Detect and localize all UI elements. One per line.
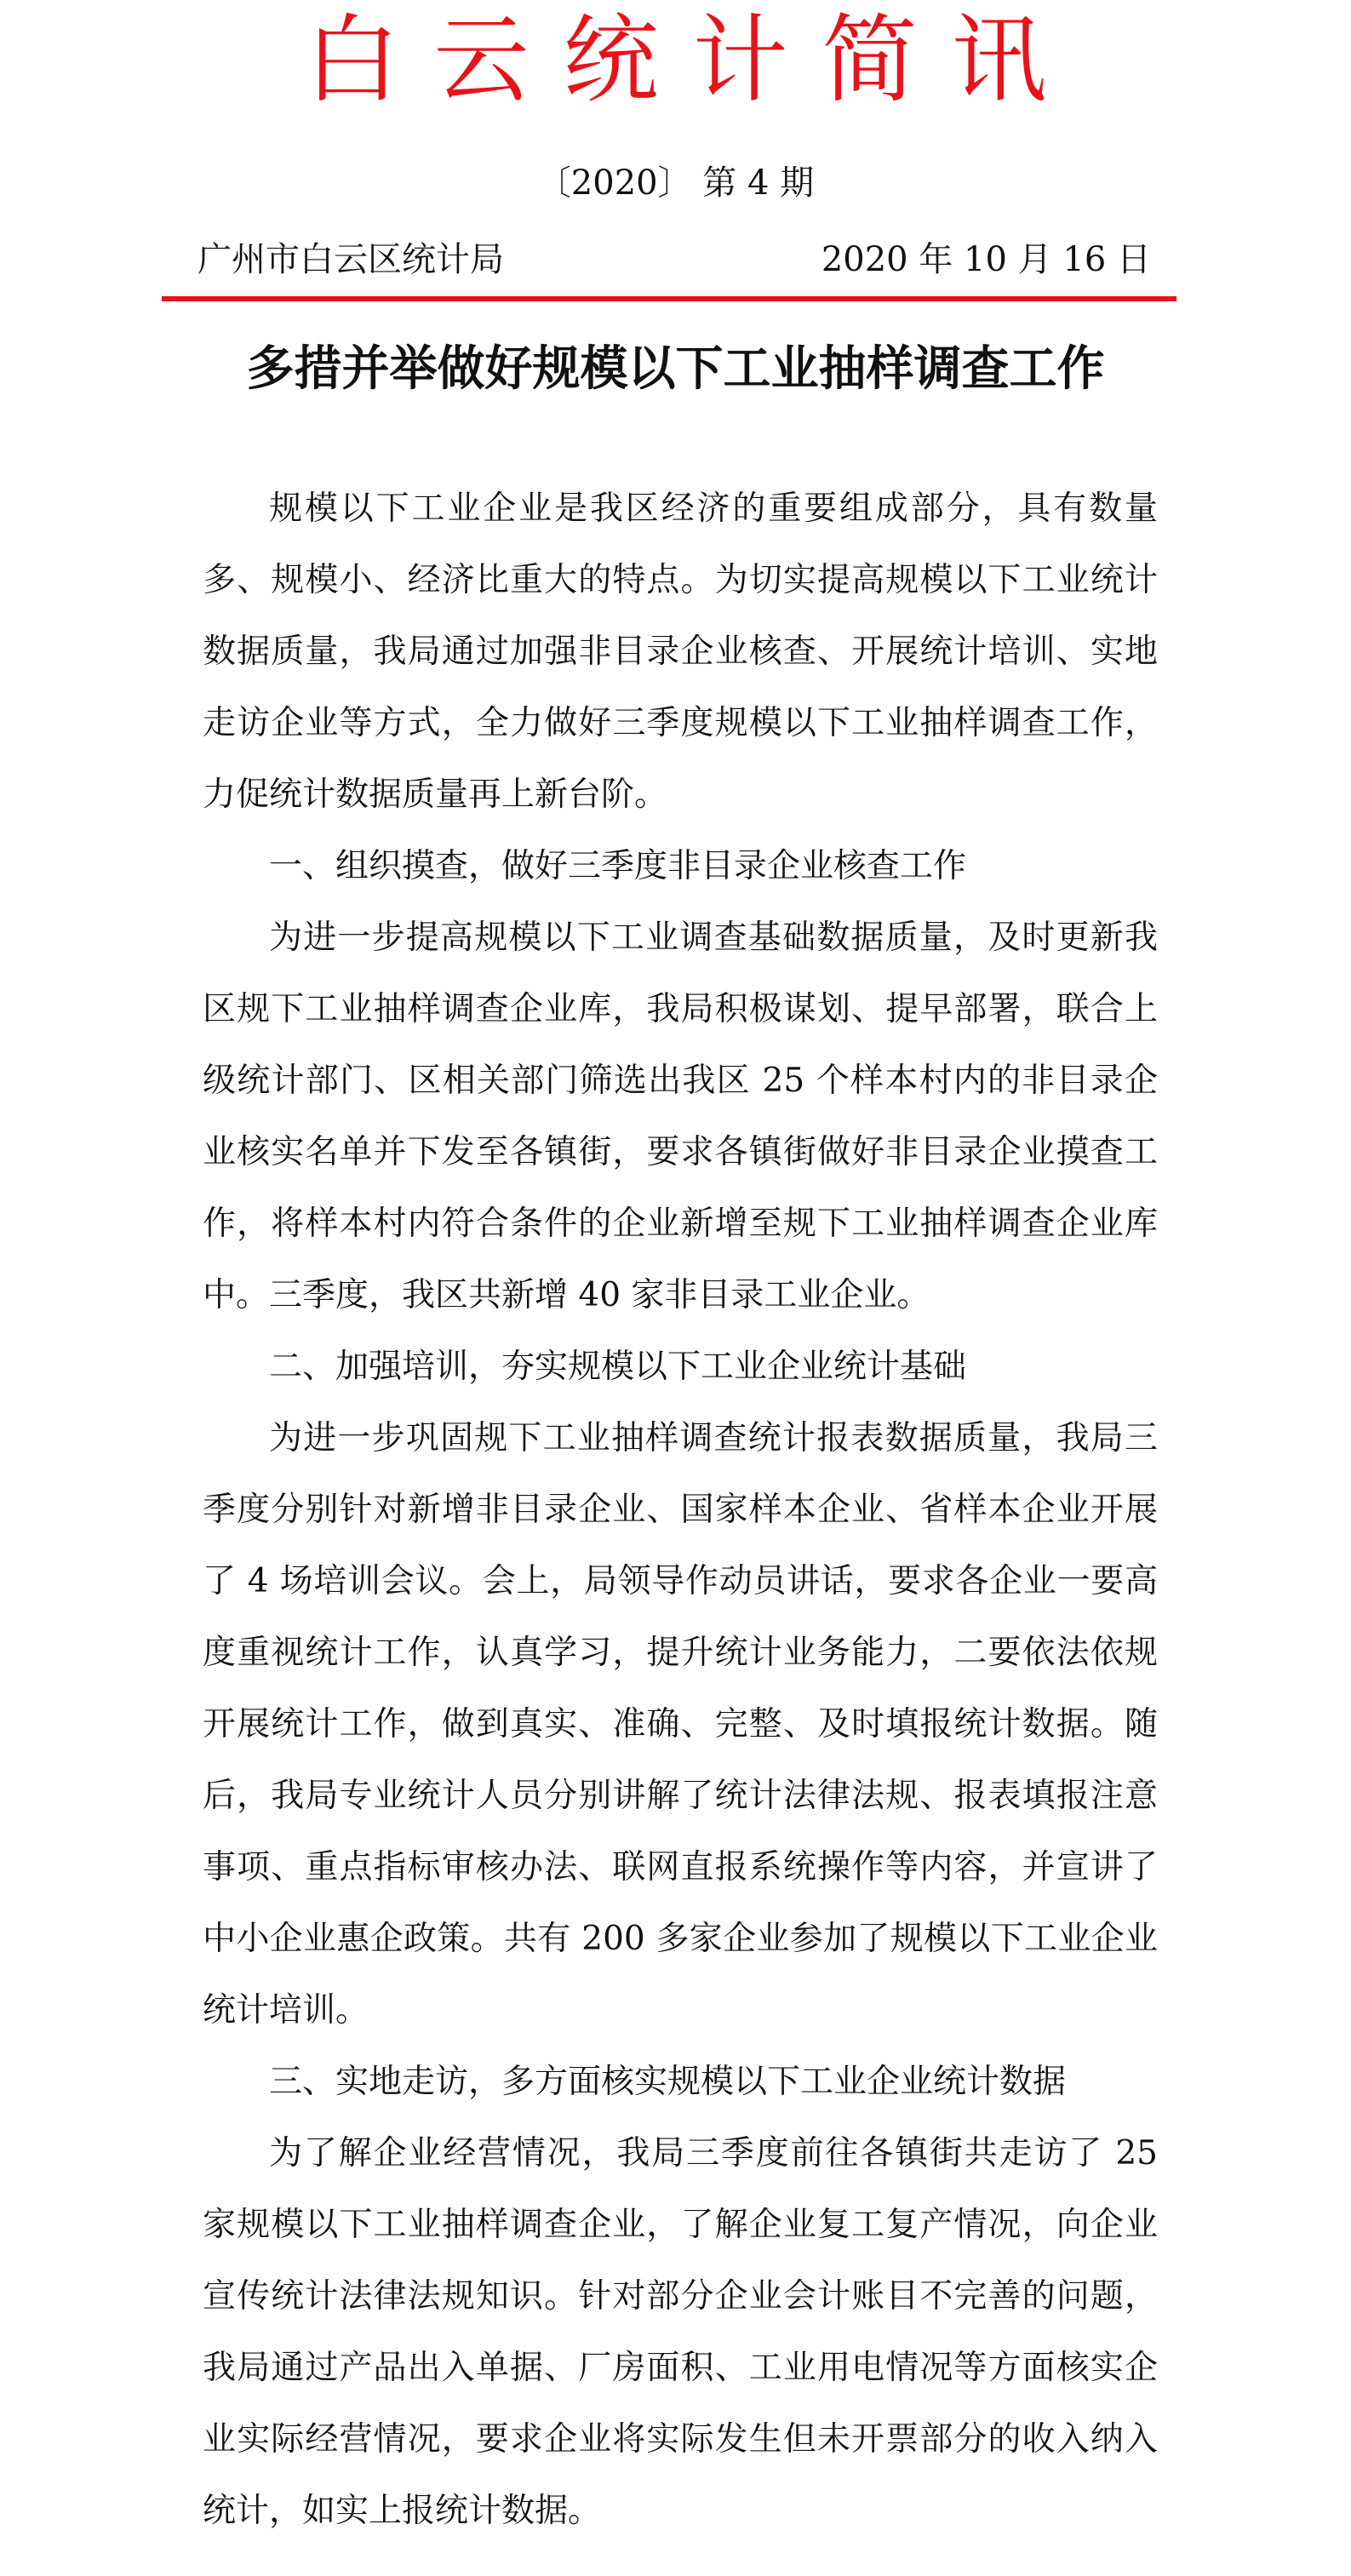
section-heading: 二、加强培训，夯实规模以下工业企业统计基础: [269, 1348, 967, 1386]
publisher-date-row: [197, 238, 1151, 281]
publish-date: 2020 年 10 月 16 日: [821, 240, 1151, 279]
section-paragraph: 为了解企业经营情况，我局三季度前往各镇街共走访了 25 家规模以下工业抽样调查企业，了解企业复工复产情况，向企业宣传统计法律法规知识。针对部分企业会计账目不完善的问题，我局通过产品出入单据、厂房面积、工业用电情况等方面核实企业实际经营情况，要求企业将实际发生但未开票部分的收入纳入统计，如实上报统计数据。: [203, 2134, 1158, 2530]
article-title: 多措并举做好规模以下工业抽样调查工作: [246, 341, 1105, 397]
issue-number: 〔2020〕 第 4 期: [536, 163, 815, 203]
article-body: [203, 473, 1158, 2547]
publisher-name: 广州市白云区统计局: [197, 240, 504, 279]
intro-paragraph: 规模以下工业企业是我区经济的重要组成部分，具有数量多、规模小、经济比重大的特点。为切实提高规模以下工业统计数据质量，我局通过加强非目录企业核查、开展统计培训、实地走访企业等方式，全力做好三季度规模以下工业抽样调查工作，力促统计数据质量再上新台阶。: [203, 489, 1158, 814]
section-heading: 三、实地走访，多方面核实规模以下工业企业统计数据: [269, 2063, 1067, 2101]
section-paragraph: 为进一步提高规模以下工业调查基础数据质量，及时更新我区规下工业抽样调查企业库，我局积极谋划、提早部署，联合上级统计部门、区相关部门筛选出我区 25 个样本村内的非目录企业核实名单并下发至各镇街，要求各镇街做好非目录企业摸查工作，将样本村内符合条件的企业新增至规下工业抽样调查企业库中。三季度，我区共新增 40 家非目录工业企业。: [203, 919, 1158, 1314]
section-paragraph: 为进一步巩固规下工业抽样调查统计报表数据质量，我局三季度分别针对新增非目录企业、国家样本企业、省样本企业开展了 4 场培训会议。会上，局领导作动员讲话，要求各企业一要高度重视统计工作，认真学习，提升统计业务能力，二要依法依规开展统计工作，做到真实、准确、完整、及时填报统计数据。随后，我局专业统计人员分别讲解了统计法律法规、报表填报注意事项、重点指标审核办法、联网直报系统操作等内容，并宣讲了中小企业惠企政策。共有 200 多家企业参加了规模以下工业企业统计培训。: [203, 1419, 1158, 2029]
section-heading: 一、组织摸查，做好三季度非目录企业核查工作: [269, 847, 967, 885]
red-divider: [162, 296, 1176, 301]
masthead-title: 白云统计简讯: [304, 5, 1081, 116]
